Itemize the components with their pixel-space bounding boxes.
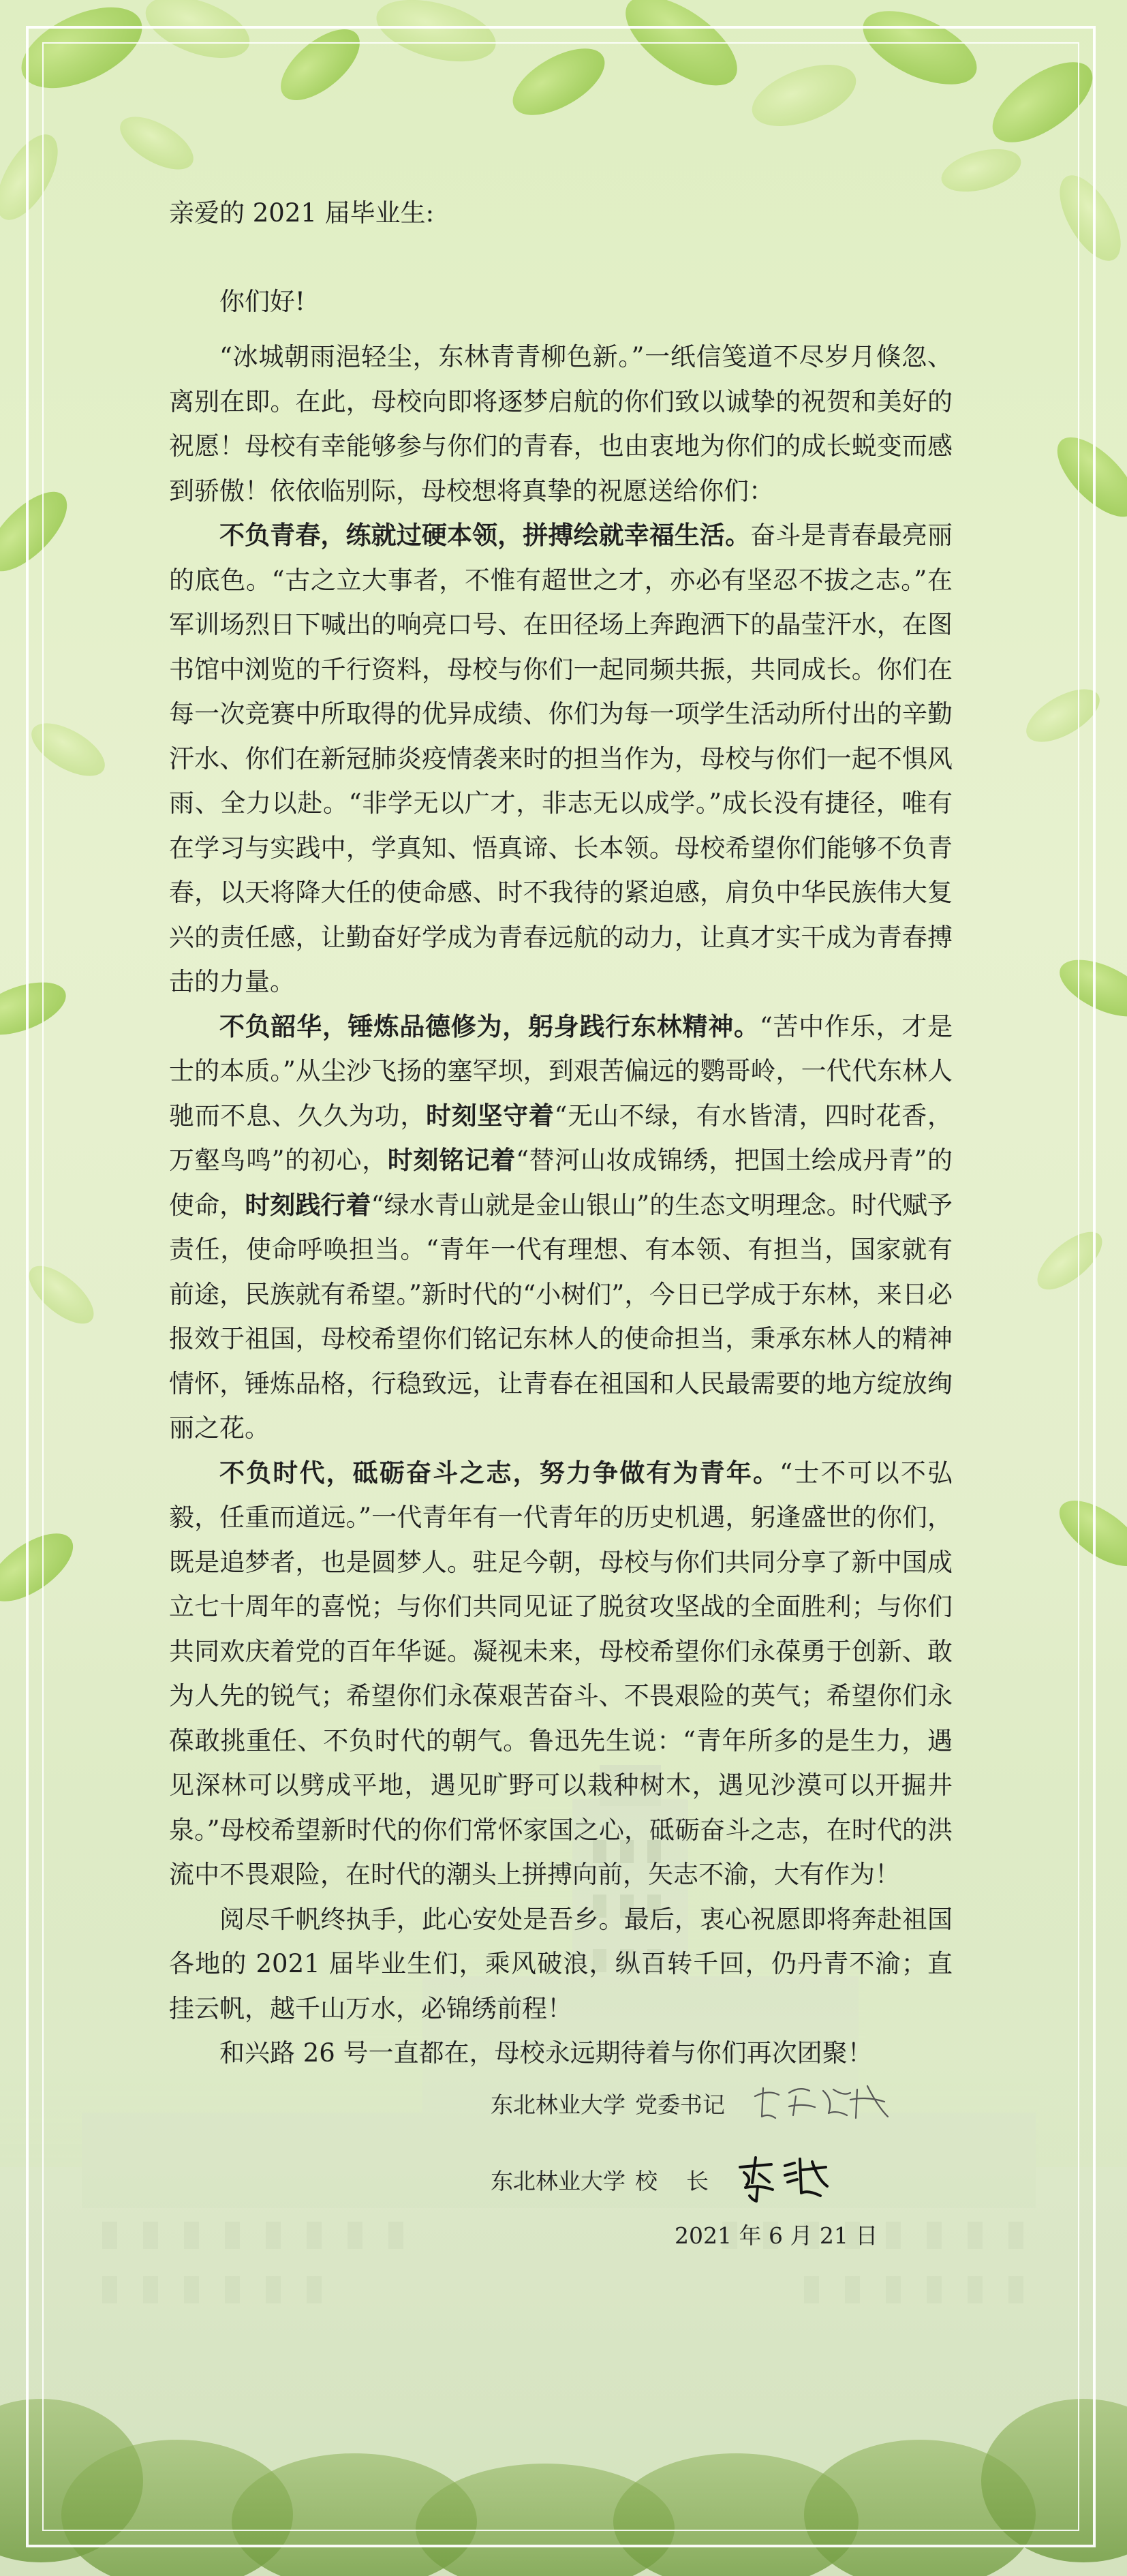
salutation: 亲爱的 2021 届毕业生: — [169, 198, 435, 228]
signature-row-secretary — [491, 2076, 968, 2130]
closing-paragraph: 阅尽千帆终执手，此心安处是吾乡。最后，衷心祝愿即将奔赴祖国各地的 2021 届毕业生们，乘风破浪，纵百转千回，仍丹青不渝；直挂云帆，越千山万水，必锦绣前程！ — [169, 1904, 953, 2023]
emphasis-remember: 时刻铭记着 — [387, 1145, 516, 1175]
signature-block — [491, 2076, 968, 2207]
letter-body — [169, 191, 953, 2076]
paragraph-era — [169, 1451, 953, 1897]
paragraph-youth-heading: 不负青春，练就过硬本领，拼搏绘就幸福生活。 — [219, 520, 751, 550]
signature-title: 校 长 — [635, 2167, 709, 2194]
signature-row-president — [491, 2152, 968, 2207]
greeting: 你们好! — [219, 286, 305, 316]
paragraph-character-text: “无山不绿，有水皆清，四时花香，万壑鸟鸣”的初心， — [169, 1101, 953, 1175]
paragraph-era-body: “士不可以不弘毅，任重而道远。”一代青年有一代青年的历史机遇，躬逢盛世的你们，既是追梦者，也是圆梦人。驻足今朝，母校与你们共同分享了新中国成立七十周年的喜悦；与你们共同见证了脱贫攻坚战的全面胜利；与你们共同欢庆着党的百年华诞。凝视未来，母校希望你们永葆勇于创新、敢为人先的锐气；希望你们永葆艰苦奋斗、不畏艰险的英气；希望你们永葆敢挑重任、不负时代的朝气。鲁迅先生说：“青年所多的是生力，遇见深林可以劈成平地，遇见旷野可以栽种树木，遇见沙漠可以开掘井泉。”母校希望新时代的你们常怀家国之心，砥砺奋斗之志，在时代的洪流中不畏艰险，在时代的潮头上拼搏向前，矢志不渝，大有作为！ — [169, 1458, 953, 1889]
paragraph-youth-body: 奋斗是青春最亮丽的底色。“古之立大事者，不惟有超世之才，亦必有坚忍不拔之志。”在军训场烈日下喊出的响亮口号、在田径场上奔跑洒下的晶莹汗水，在图书馆中浏览的千行资料，母校与你们一起同频共振，共同成长。你们在每一次竞赛中所取得的优异成绩、你们为每一项学生活动所付出的辛勤汗水、你们在新冠肺炎疫情袭来时的担当作为，母校与你们一起不惧风雨、全力以赴。“非学无以广才，非志无以成学。”成长没有捷径，唯有在学习与实践中，学真知、悟真谛、长本领。母校希望你们能够不负青春，以天将降大任的使命感、时不我待的紧迫感，肩负中华民族伟大复兴的责任感，让勤奋好学成为青春远航的动力，让真才实干成为青春搏击的力量。 — [169, 521, 953, 996]
final-paragraph: 和兴路 26 号一直都在，母校永远期待着与你们再次团聚！ — [219, 2038, 873, 2068]
signature-title: 党委书记 — [635, 2091, 725, 2118]
letter-date: 2021 年 6 月 21 日 — [675, 2222, 878, 2249]
paragraph-character-text: “替河山妆成锦绣，把国土绘成丹青”的使命， — [169, 1146, 953, 1220]
paragraph-youth — [169, 513, 953, 1005]
signature-org: 东北林业大学 — [491, 2091, 626, 2118]
signature-org: 东北林业大学 — [491, 2167, 626, 2194]
paragraph-era-heading: 不负时代，砥砺奋斗之志，努力争做有为青年。 — [219, 1457, 780, 1488]
paragraph-character-heading: 不负韶华，锤炼品德修为，躬身践行东林精神。 — [219, 1011, 760, 1041]
paragraph-character-text: “绿水青山就是金山银山”的生态文明理念。时代赋予责任，使命呼唤担当。“青年一代有理想、有本领、有担当，国家就有前途，民族就有希望。”新时代的“小树们”，今日已学成于东林，来日必报效于祖国，母校希望你们铭记东林人的使命担当，秉承东林人的精神情怀，锤炼品格，行稳致远，让青春在祖国和人民最需要的地方绽放绚丽之花。 — [169, 1190, 953, 1443]
handwritten-signature-president — [732, 2152, 834, 2207]
emphasis-keep: 时刻坚守着 — [426, 1100, 555, 1131]
paragraph-character — [169, 1005, 953, 1451]
emphasis-practice: 时刻践行着 — [245, 1189, 371, 1220]
handwritten-signature-secretary — [748, 2076, 898, 2130]
paragraph-character-text: “苦中作乐，才是士的本质。”从尘沙飞扬的塞罕坝，到艰苦偏远的鹦哥岭，一代代东林人驰而不息、久久为功， — [169, 1011, 953, 1131]
intro-paragraph: “冰城朝雨浥轻尘，东林青青柳色新。”一纸信笺道不尽岁月倏忽、离别在即。在此，母校向即将逐梦启航的你们致以诚挚的祝贺和美好的祝愿！母校有幸能够参与你们的青春，也由衷地为你们的成长蜕变而感到骄傲！依依临别际，母校想将真挚的祝愿送给你们： — [169, 342, 953, 506]
